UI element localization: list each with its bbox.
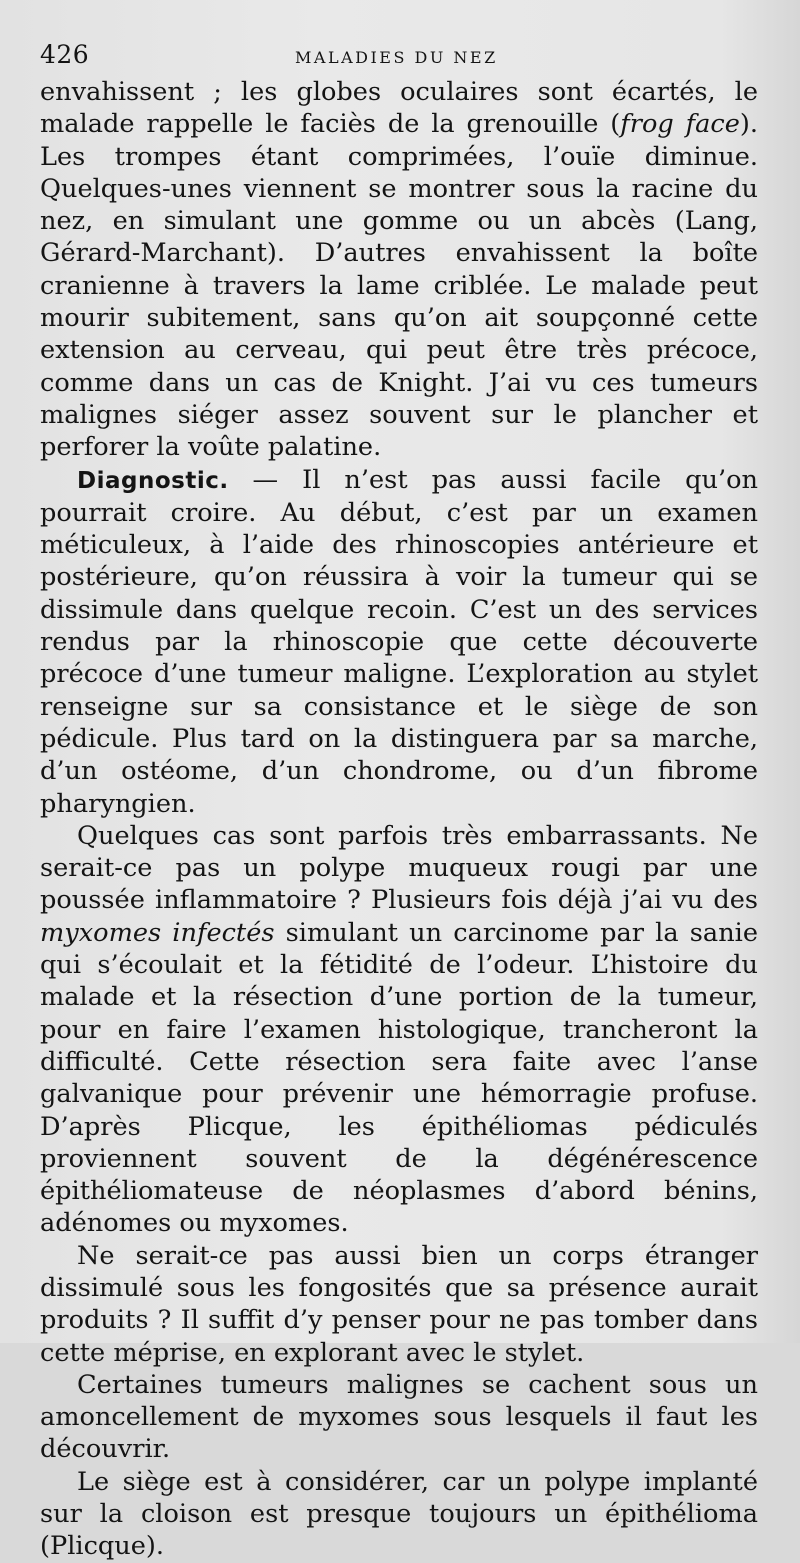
paragraph-3-italic-term: myxomes infectés <box>40 917 275 948</box>
section-heading-diagnostic: Diagnostic. <box>77 467 229 494</box>
paragraph-foreign-body: Ne serait-ce pas aussi bien un corps étranger dissimulé sous les fongosités que sa présence aurait produits ? Il suffit d’y penser pour ne pas tomber dans cette méprise, en explorant avec le stylet. <box>40 1240 758 1368</box>
running-head <box>40 40 758 76</box>
paragraph-1-italic-term: frog face <box>620 109 740 140</box>
body-text <box>40 76 758 1563</box>
paragraph-diagnostic-text: — Il n’est pas aussi facile qu’on pourrait croire. Au début, c’est par un examen méticuleux, à l’aide des rhinoscopies antérieure et postérieure, qu’on réussira à voir la tumeur qui se dissimule dans quelque recoin. C’est un des services rendus par la rhinoscopie que cette découverte précoce d’une tumeur maligne. L’exploration au stylet renseigne sur sa consistance et le siège de son pédicule. Plus tard on la distinguera par sa marche, d’un ostéome, d’un chondrome, ou d’un fibrome pharyngien. <box>40 464 758 819</box>
page-number: 426 <box>40 40 90 69</box>
paragraph-1-text-b: ). Les trompes étant comprimées, l’ouïe diminue. Quelques-unes viennent se montrer sous la racine du nez, en simulant une gomme ou un abcès (Lang, Gérard-Marchant). D’autres envahissent la boîte cranienne à travers la lame criblée. Le malade peut mourir subitement, sans qu’on ait soupçonné cette extension au cerveau, qui peut être très précoce, comme dans un cas de Knight. J’ai vu ces tumeurs malignes siéger assez souvent sur le plancher et perforer la voûte palatine. <box>40 109 758 463</box>
paragraph-siege: Le siège est à considérer, car un polype implanté sur la cloison est presque toujours un épithélioma (Plicque). <box>40 1466 758 1562</box>
running-title: MALADIES DU NEZ <box>295 48 498 67</box>
paragraph-continuation <box>40 76 758 464</box>
paragraph-1-text-a: envahissent ; les globes oculaires sont écartés, le malade rappelle le faciès de la grenouille ( <box>40 77 758 140</box>
paragraph-myxomes: Certaines tumeurs malignes se cachent sous un amoncellement de myxomes sous lesquels il faut les découvrir. <box>40 1369 758 1465</box>
paragraph-3-text-b: simulant un carcinome par la sanie qui s’écoulait et la fétidité de l’odeur. L’histoire du malade et la résection d’une portion de la tumeur, pour en faire l’examen histologique, trancheront la difficulté. Cette résection sera faite avec l’anse galvanique pour prévenir une hémorragie profuse. D’après Plicque, les épithéliomas pédiculés proviennent souvent de la dégénérescence épithéliomateuse de néoplasmes d’abord bénins, adénomes ou myxomes. <box>40 917 759 1239</box>
book-page <box>40 40 758 1563</box>
paragraph-embarrassing-cases <box>40 820 758 1240</box>
paragraph-diagnostic <box>40 464 758 820</box>
paragraph-3-text-a: Quelques cas sont parfois très embarrassants. Ne serait-ce pas un polype muqueux rougi par une poussée inflammatoire ? Plusieurs fois déjà j’ai vu des <box>40 820 758 916</box>
